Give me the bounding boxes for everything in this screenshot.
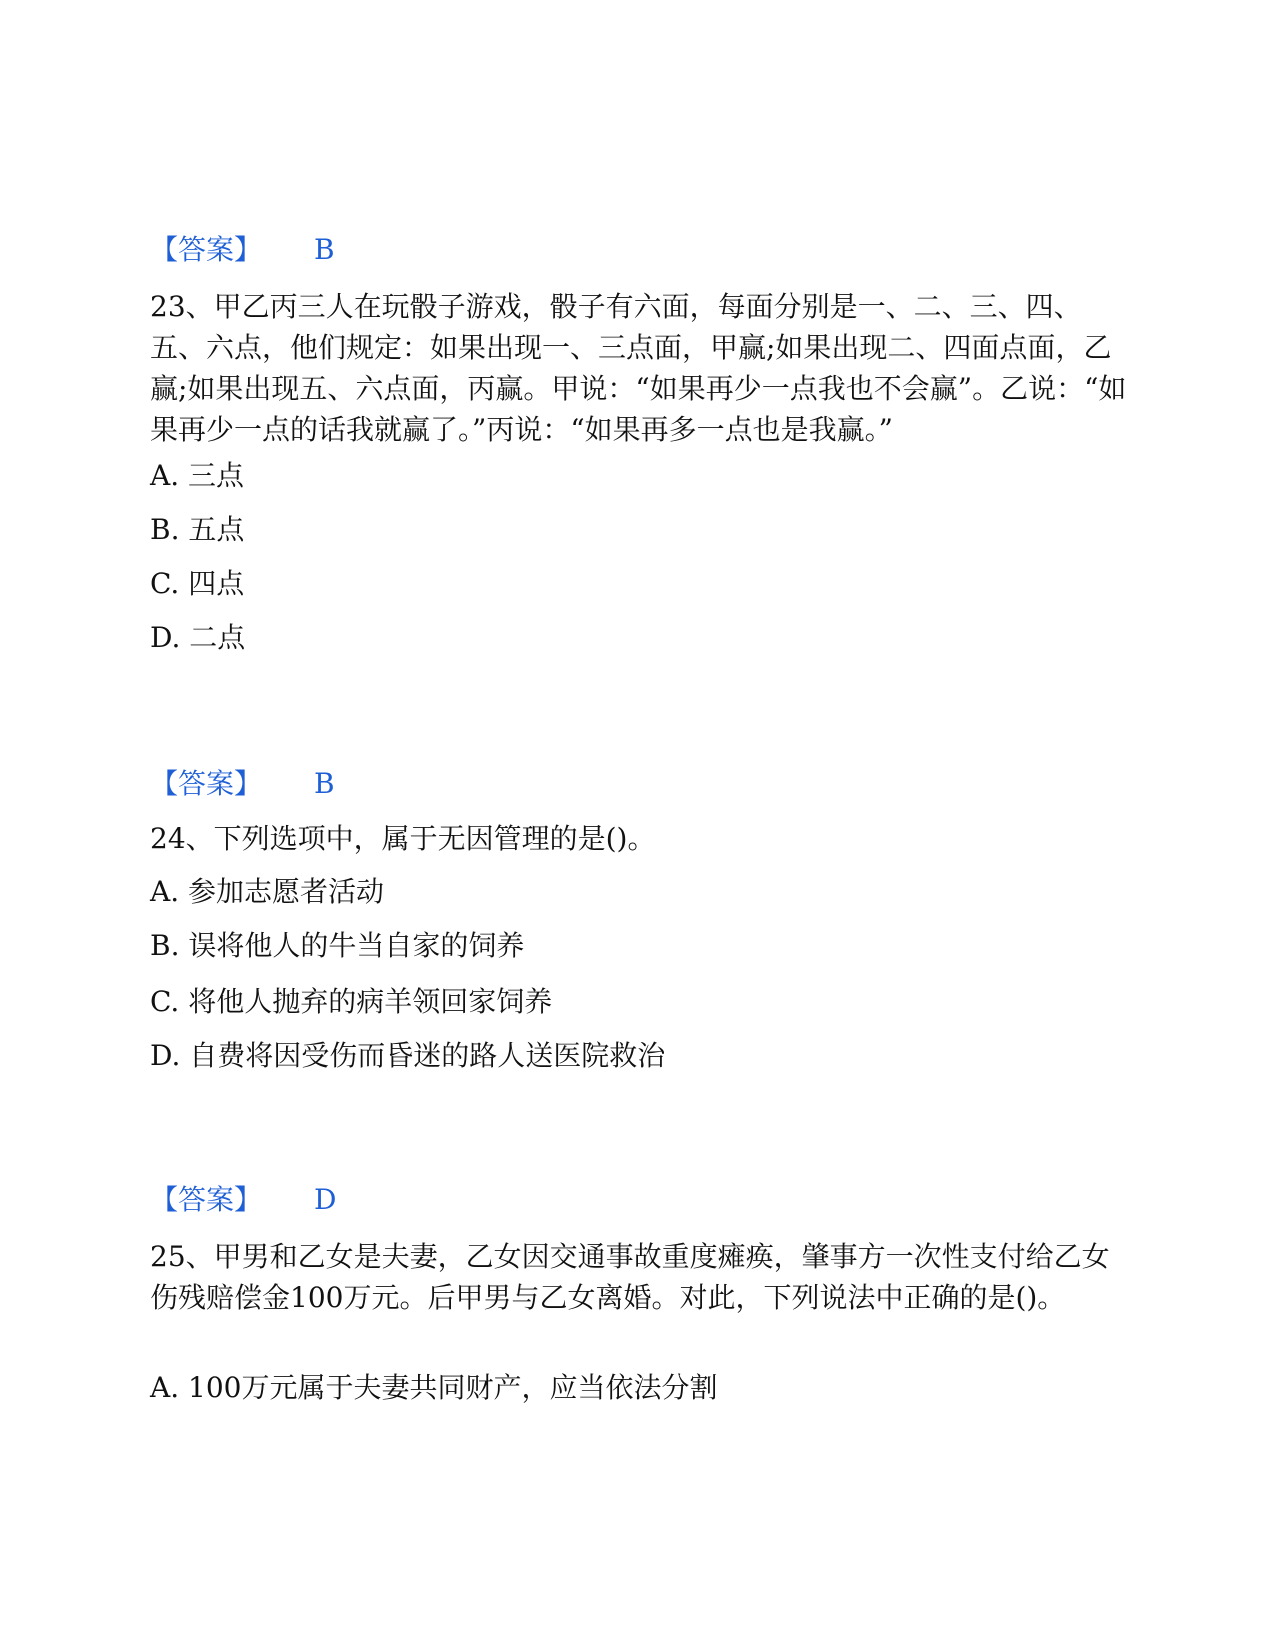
option-b: B. 五点: [150, 513, 245, 546]
option-a: A. 三点: [150, 459, 245, 492]
option-a: A. 100万元属于夫妻共同财产，应当依法分割: [150, 1371, 718, 1404]
answer-label: 【答案】: [150, 1183, 263, 1216]
answer-value: B: [314, 233, 335, 266]
answer-value: B: [314, 767, 335, 800]
question-text: 25、甲男和乙女是夫妻，乙女因交通事故重度瘫痪，肇事方一次性支付给乙女伤残赔偿金100万元。后甲男与乙女离婚。对此，下列说法中正确的是()。: [150, 1240, 1110, 1314]
option-a: A. 参加志愿者活动: [150, 875, 385, 908]
option-d: D. 自费将因受伤而昏迷的路人送医院救治: [150, 1039, 666, 1072]
answer-value: D: [314, 1183, 337, 1216]
option-b: B. 误将他人的牛当自家的饲养: [150, 929, 525, 962]
option-c: C. 将他人抛弃的病羊领回家饲养: [150, 985, 553, 1018]
answer-line: [150, 766, 335, 802]
answer-label: 【答案】: [150, 767, 263, 800]
answer-label: 【答案】: [150, 233, 263, 266]
option-d: D. 二点: [150, 621, 246, 654]
option-c: C. 四点: [150, 567, 245, 600]
answer-line: [150, 1182, 336, 1218]
answer-line: [150, 232, 335, 268]
question-text: 24、下列选项中，属于无因管理的是()。: [150, 822, 656, 855]
question-text: 23、甲乙丙三人在玩骰子游戏，骰子有六面，每面分别是一、二、三、四、五、六点，他们规定：如果出现一、三点面，甲赢;如果出现二、四面点面，乙赢;如果出现五、六点面，丙赢。甲说：“如果再少一点我也不会赢”。乙说：“如果再少一点的话我就赢了。”丙说：“如果再多一点也是我赢。”: [150, 290, 1127, 446]
